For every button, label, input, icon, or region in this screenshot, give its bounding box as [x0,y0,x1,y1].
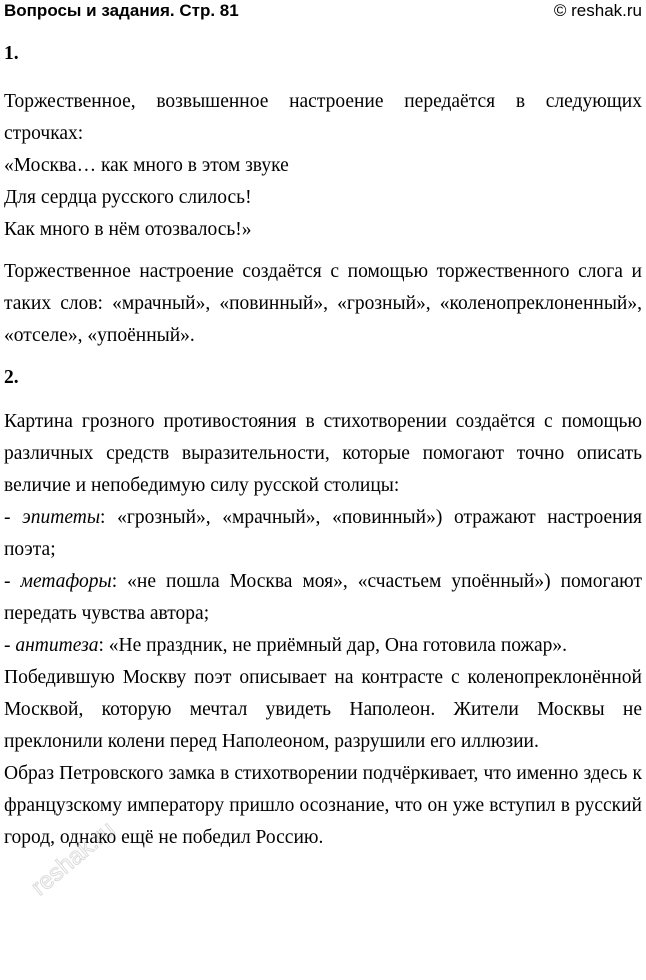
list-item-prefix: - [4,635,16,656]
section-2-paragraph-1: Победившую Москву поэт описывает на контрасте с коленопреклонённой Москвой, которую мечтал увидеть Наполеон. Жители Москвы не преклонили колени перед Наполеоном, разрушили его иллюзии. [4,667,642,752]
term-metaphors: метафоры [20,571,112,592]
term-antithesis: антитеза [15,635,99,656]
list-item-prefix: - [4,507,23,528]
list-item-metaphors [4,566,642,630]
page-title: Вопросы и задания. Стр. 81 [4,1,239,20]
list-item-text: : «грозный», «мрачный», «повинный») отражают настроения поэта; [4,507,642,560]
source-label: © reshak.ru [553,1,642,20]
quote-line-1: «Москва… как много в этом звуке [4,155,289,176]
quote-line-2: Для сердца русского слилось! [4,187,252,208]
section-1-conclusion: Торжественное настроение создаётся с помощью торжественного слога и таких слов: «мрачный», «повинный», «грозный», «коленопреклоненный», «отселе», «упоённый». [4,261,642,346]
term-epithets: эпитеты [22,507,101,528]
page-header [4,0,642,22]
list-item-text: : «Не праздник, не приёмный дар, Она готовила пожар». [98,635,568,656]
section-1-number: 1. [4,43,19,64]
section-2-intro: Картина грозного противостояния в стихотворении создаётся с помощью различных средств выразительности, которые помогают точно описать величие и непобедимую силу русской столицы: [4,411,642,496]
section-1-intro: Торжественное, возвышенное настроение передаётся в следующих строчках: [4,91,642,144]
section-2-number: 2. [4,367,19,388]
document-body [4,38,642,854]
section-2-paragraph-2: Образ Петровского замка в стихотворении подчёркивает, что именно здесь к французскому императору пришло осознание, что он уже вступил в русский город, однако ещё не победил Россию. [4,763,642,848]
list-item-prefix: - [4,571,21,592]
list-item-antithesis [4,630,642,662]
svg-text:reshak.ru: reshak.ru [26,815,121,901]
list-item-text: : «не пошла Москва моя», «счастьем упоённый») помогают передать чувства автора; [4,571,642,624]
list-item-epithets [4,502,642,566]
quote-line-3: Как много в нём отозвалось!» [4,219,252,240]
